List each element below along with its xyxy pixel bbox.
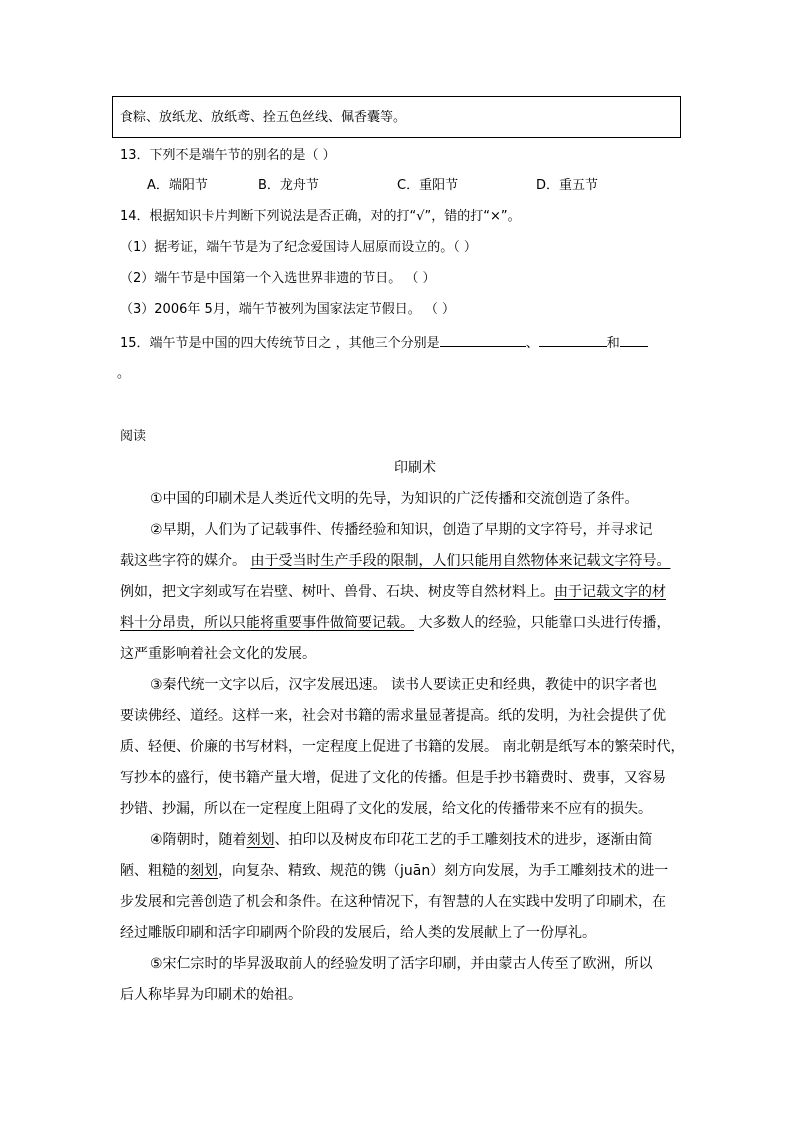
knowledge-card-text: 食粽、放纸龙、放纸鸢、拴五色丝线、佩香囊等。 (120, 110, 407, 125)
question-15-separator-2: 和 (606, 336, 620, 351)
paragraph-2-line-5: 这严重影响着社会文化的发展。 (120, 646, 316, 662)
paragraph-3-line-5: 抄错、抄漏，所以在一定程度上阻碍了文化的发展，给文化的传播带来不应有的损失。 (120, 801, 652, 817)
paragraph-3-line-2: 要读佛经、道经。这样一来，社会对书籍的需求量显著提高。纸的发明，为社会提供了优 (120, 708, 666, 724)
answer-blank-2[interactable] (539, 332, 607, 347)
paragraph-4-text: ，向复杂、精致、规范的镌（juān）刻方向发展，为手工雕刻技术的进一 (218, 863, 669, 879)
underlined-word-kehua: 刻划 (246, 832, 275, 848)
paragraph-2-text: 例如，把文字刻或写在岩壁、树叶、兽骨、石块、树皮等自然材料上。 (120, 584, 554, 600)
paragraph-3-line-3: 质、轻便、价廉的书写材料，一定程度上促进了书籍的发展。 南北朝是纸写本的繁荣时代， (120, 739, 685, 755)
question-14-item-1: （1）据考证，端午节是为了纪念爱国诗人屈原而设立的。（ ） (120, 240, 477, 255)
paragraph-4-line-4: 经过雕版印刷和活字印刷两个阶段的发展后，给人类的发展献上了一份厚礼。 (120, 925, 596, 941)
paragraph-4-line-3: 步发展和完善创造了机会和条件。在这种情况下，有智慧的人在实践中发明了印刷术，在 (120, 894, 666, 910)
paragraph-2-line-1: ②早期，人们为了记载事件、传播经验和知识，创造了早期的文字符号，并寻求记 (150, 522, 653, 538)
question-13-stem: 13．下列不是端午节的别名的是（ ） (120, 148, 336, 163)
question-13-option-a: A．端阳节 (147, 178, 208, 193)
paragraph-2-line-2 (120, 551, 670, 571)
question-14-item-3: （3）2006年 5月，端午节被列为国家法定节假日。 （ ） (120, 302, 456, 317)
paragraph-4-text: 陋、粗糙的 (120, 863, 190, 879)
question-13-option-b: B．龙舟节 (258, 178, 319, 193)
paragraph-4-line-2 (120, 861, 668, 881)
underlined-sentence-2-cont: 料十分昂贵，所以只能将重要事件做简要记载。 (120, 615, 414, 631)
answer-blank-1[interactable] (440, 332, 526, 347)
article-title: 印刷术 (394, 460, 436, 476)
underlined-word-kehua: 刻划 (190, 863, 218, 879)
section-label-reading: 阅读 (120, 429, 147, 444)
paragraph-5-line-1: ⑤宋仁宗时的毕昇汲取前人的经验发明了活字印刷，并由蒙古人传至了欧洲，所以 (150, 956, 653, 972)
underlined-sentence-2: 由于记载文字的材 (554, 584, 666, 600)
question-15-separator-1: 、 (525, 336, 539, 351)
question-14-stem: 14．根据知识卡片判断下列说法是否正确，对的打“√”，错的打“×”。 (120, 209, 521, 224)
paragraph-2-line-4 (120, 613, 670, 633)
paragraph-4-text: ④隋朝时，随着 (150, 832, 247, 848)
paragraph-2-line-3 (120, 582, 666, 602)
question-13-option-c: C．重阳节 (397, 178, 459, 193)
paragraph-3-line-4: 写抄本的盛行，使书籍产量大增，促进了文化的传播。但是手抄书籍费时、费事，又容易 (120, 770, 666, 786)
paragraph-2-text: 大多数人的经验，只能靠口头进行传播， (418, 615, 671, 631)
underlined-sentence-1: 由于受当时生产手段的限制，人们只能用自然物体来记载文字符号。 (250, 553, 671, 569)
question-15 (120, 332, 648, 354)
question-15-stem: 15．端午节是中国的四大传统节日之 ，其他三个分别是 (120, 336, 440, 351)
paragraph-5-line-2: 后人称毕昇为印刷术的始祖。 (120, 987, 302, 1003)
answer-blank-3[interactable] (620, 332, 648, 347)
paragraph-4-text: 、拍印以及树皮布印花工艺的手工雕刻技术的进步，逐渐由简 (274, 832, 653, 848)
paragraph-4-line-1 (150, 830, 653, 850)
paragraph-3-line-1: ③秦代统一文字以后，汉字发展迅速。 读书人要读正史和经典，教徒中的识字者也 (150, 677, 657, 693)
question-14-item-2: （2）端午节是中国第一个入选世界非遗的节日。 （ ） (120, 271, 436, 286)
paragraph-2-text: 载这些字符的媒介。 (120, 553, 246, 569)
question-13-option-d: D．重五节 (536, 178, 599, 193)
paragraph-1: ①中国的印刷术是人类近代文明的先导，为知识的广泛传播和交流创造了条件。 (150, 491, 639, 507)
question-15-end: 。 (117, 366, 131, 381)
